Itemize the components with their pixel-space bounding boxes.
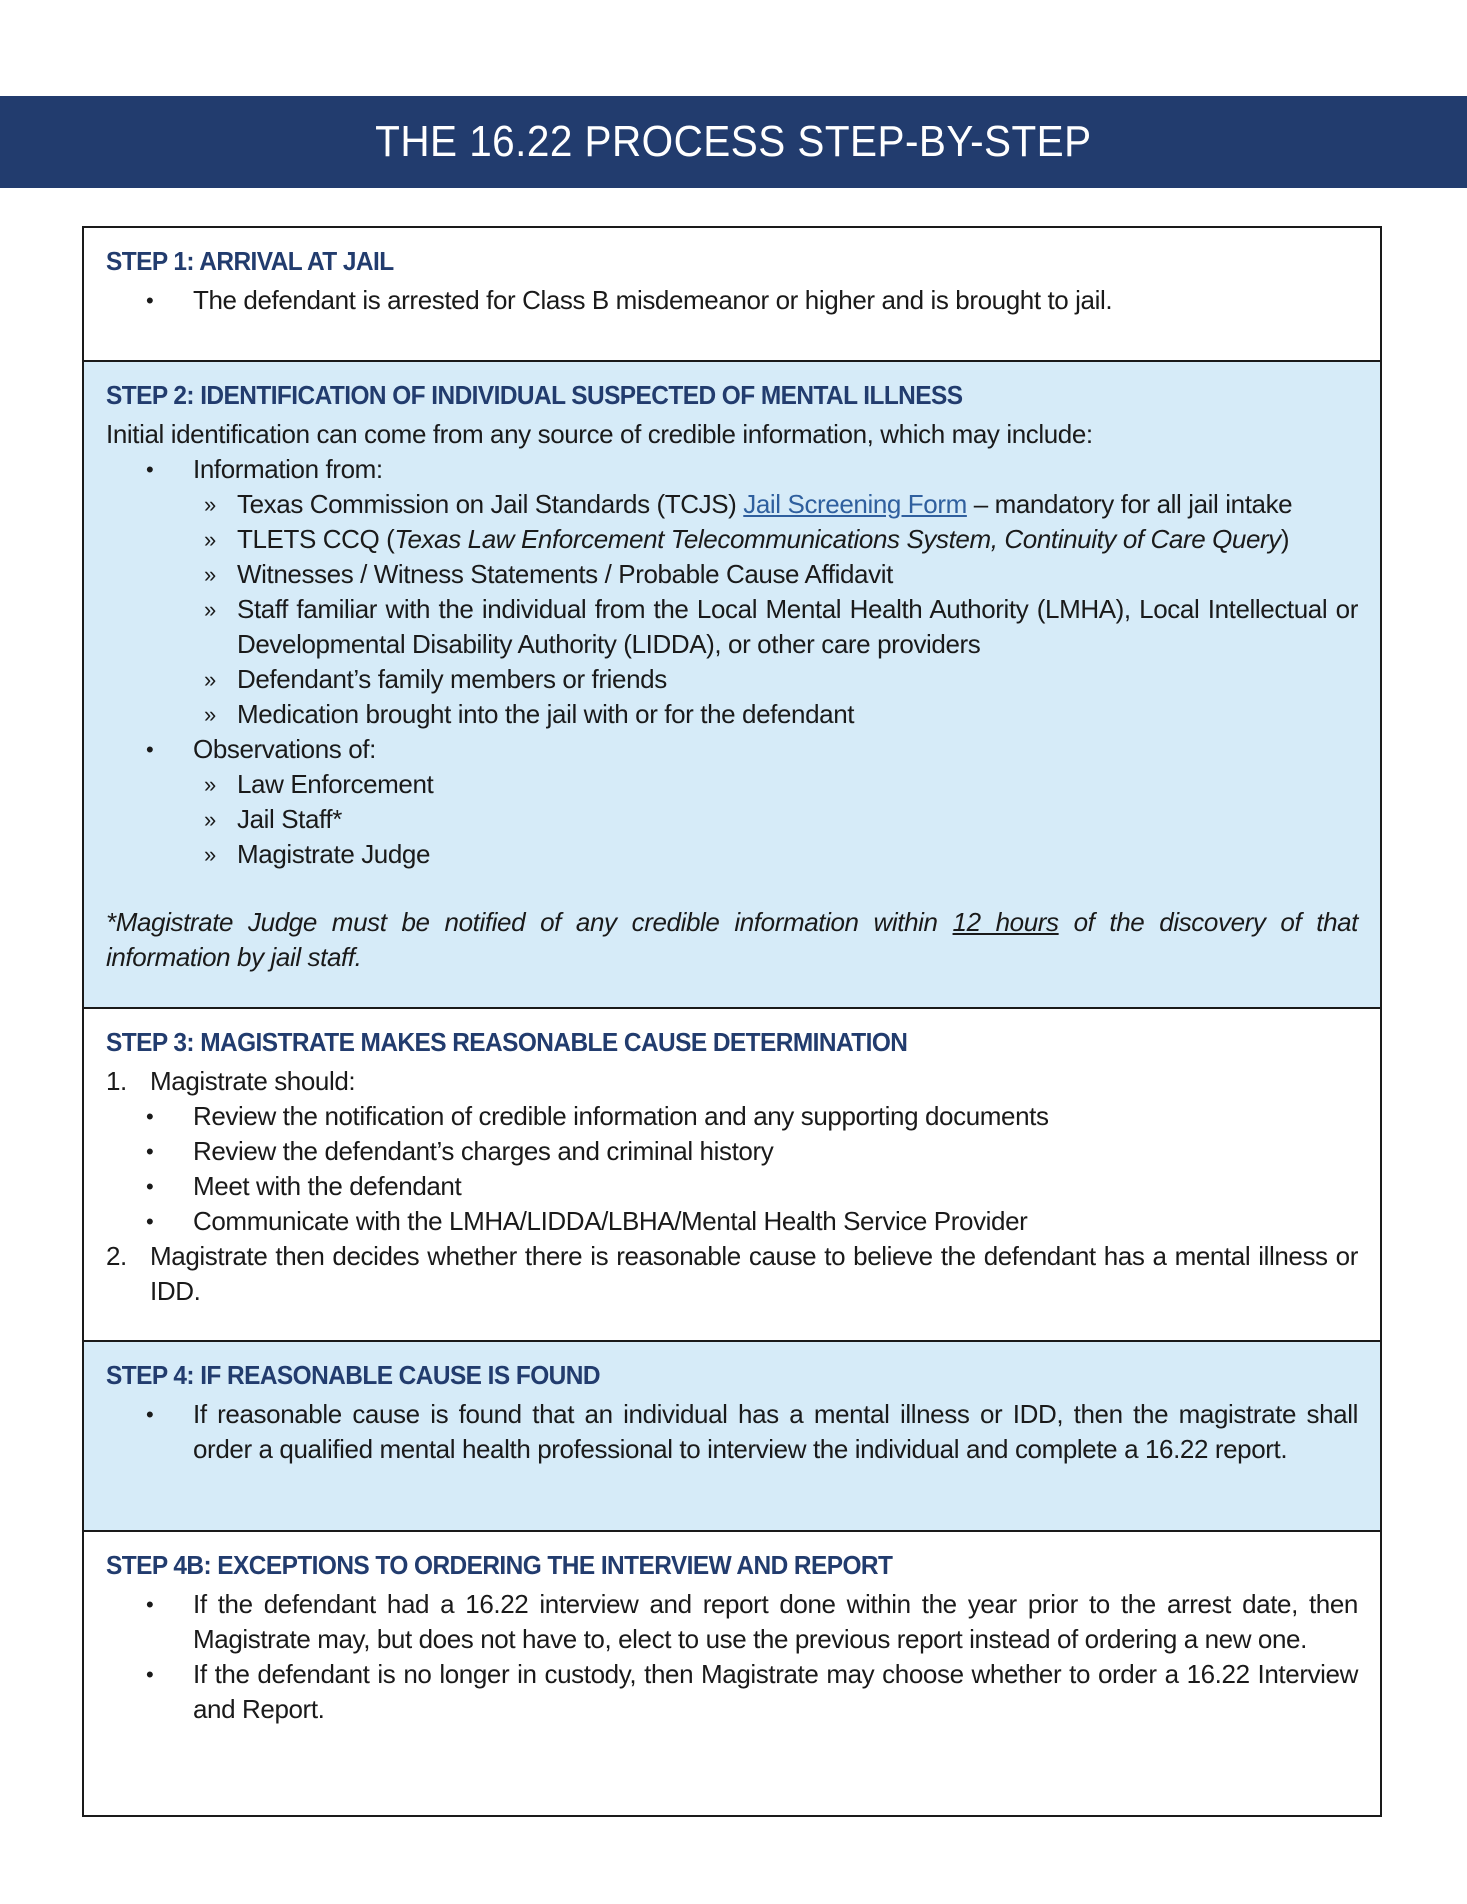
step-1-heading: STEP 1: ARRIVAL AT JAIL <box>106 246 394 276</box>
step-2-footnote: *Magistrate Judge must be notified of any credible information within 12 hours of the discovery of that information by jail staff. <box>106 907 1359 972</box>
bullet-icon: • <box>146 1139 154 1164</box>
numbered-item: 2. Magistrate then decides whether there is reasonable cause to believe the defendant has a mental illness or IDD. <box>106 1241 1358 1306</box>
list-item: • Meet with the defendant <box>106 1169 1358 1204</box>
bullet-icon: • <box>146 1592 154 1617</box>
step-2-intro: Initial identification can come from any source of credible information, which may include: <box>106 419 1093 449</box>
list-item: • Review the notification of credible information and any supporting documents <box>106 1099 1358 1134</box>
sub-list-item: » Staff familiar with the individual from the Local Mental Health Authority (LMHA), Local Intellectual or Developmental Disability Authority (LIDDA), or other care providers <box>204 594 1358 659</box>
list-item: • Observations of: <box>106 732 1358 767</box>
numbered-item: 1. Magistrate should: <box>106 1066 356 1096</box>
sub-list-item: » Jail Staff* <box>106 802 1358 837</box>
bullet-icon: • <box>146 1402 154 1427</box>
chevron-double-right-icon: » <box>204 807 216 832</box>
list-item: • If the defendant is no longer in custody, then Magistrate may choose whether to order a 16.22 Interview and Report. <box>146 1659 1358 1724</box>
steps-table <box>82 226 1382 1817</box>
bullet-icon: • <box>146 737 154 762</box>
sub-list-item: » Defendant’s family members or friends <box>106 662 1358 697</box>
step-4 <box>84 1342 1380 1532</box>
page-title: THE 16.22 PROCESS STEP-BY-STEP <box>375 117 1092 166</box>
step-3 <box>84 1009 1380 1342</box>
bullet-icon: • <box>146 1104 154 1129</box>
bullet-icon: • <box>146 1662 154 1687</box>
step-4b <box>84 1532 1380 1815</box>
bullet-icon: • <box>146 288 154 313</box>
step-3-heading: STEP 3: MAGISTRATE MAKES REASONABLE CAUSE DETERMINATION <box>106 1027 908 1057</box>
chevron-double-right-icon: » <box>204 772 216 797</box>
sub-list-item: » Witnesses / Witness Statements / Probable Cause Affidavit <box>106 557 1358 592</box>
list-item: • If the defendant had a 16.22 interview and report done within the year prior to the arrest date, then Magistrate may, but does not have to, elect to use the previous report instead of ordering a new one. <box>146 1589 1358 1654</box>
jail-screening-form-link[interactable]: Jail Screening Form <box>743 489 967 519</box>
bullet-icon: • <box>146 1174 154 1199</box>
chevron-double-right-icon: » <box>204 527 216 552</box>
sub-list-item: » Magistrate Judge <box>106 837 1358 872</box>
list-item: • Information from: <box>106 452 1358 487</box>
step-2-heading: STEP 2: IDENTIFICATION OF INDIVIDUAL SUSPECTED OF MENTAL ILLNESS <box>106 380 963 410</box>
step-4b-heading: STEP 4B: EXCEPTIONS TO ORDERING THE INTERVIEW AND REPORT <box>106 1550 893 1580</box>
title-banner <box>0 96 1467 188</box>
chevron-double-right-icon: » <box>204 492 216 517</box>
list-item: • Communicate with the LMHA/LIDDA/LBHA/Mental Health Service Provider <box>106 1204 1358 1239</box>
chevron-double-right-icon: » <box>204 562 216 587</box>
step-2 <box>84 362 1380 1009</box>
list-item: • Review the defendant’s charges and criminal history <box>106 1134 1358 1169</box>
sub-list-item: » TLETS CCQ (Texas Law Enforcement Telecommunications System, Continuity of Care Query) <box>106 522 1358 557</box>
sub-list-item: » Texas Commission on Jail Standards (TCJS) Jail Screening Form – mandatory for all jail intake <box>106 487 1358 522</box>
chevron-double-right-icon: » <box>204 842 216 867</box>
bullet-icon: • <box>146 1209 154 1234</box>
chevron-double-right-icon: » <box>204 702 216 727</box>
sub-list-item: » Medication brought into the jail with or for the defendant <box>106 697 1358 732</box>
chevron-double-right-icon: » <box>204 667 216 692</box>
step-1 <box>84 228 1380 362</box>
list-item: • If reasonable cause is found that an individual has a mental illness or IDD, then the magistrate shall order a qualified mental health professional to interview the individual and complete a 16.22 report. <box>146 1399 1358 1464</box>
list-item: • The defendant is arrested for Class B misdemeanor or higher and is brought to jail. <box>106 283 1358 318</box>
bullet-icon: • <box>146 457 154 482</box>
sub-list-item: » Law Enforcement <box>106 767 1358 802</box>
step-4-heading: STEP 4: IF REASONABLE CAUSE IS FOUND <box>106 1360 600 1390</box>
chevron-double-right-icon: » <box>204 597 216 622</box>
